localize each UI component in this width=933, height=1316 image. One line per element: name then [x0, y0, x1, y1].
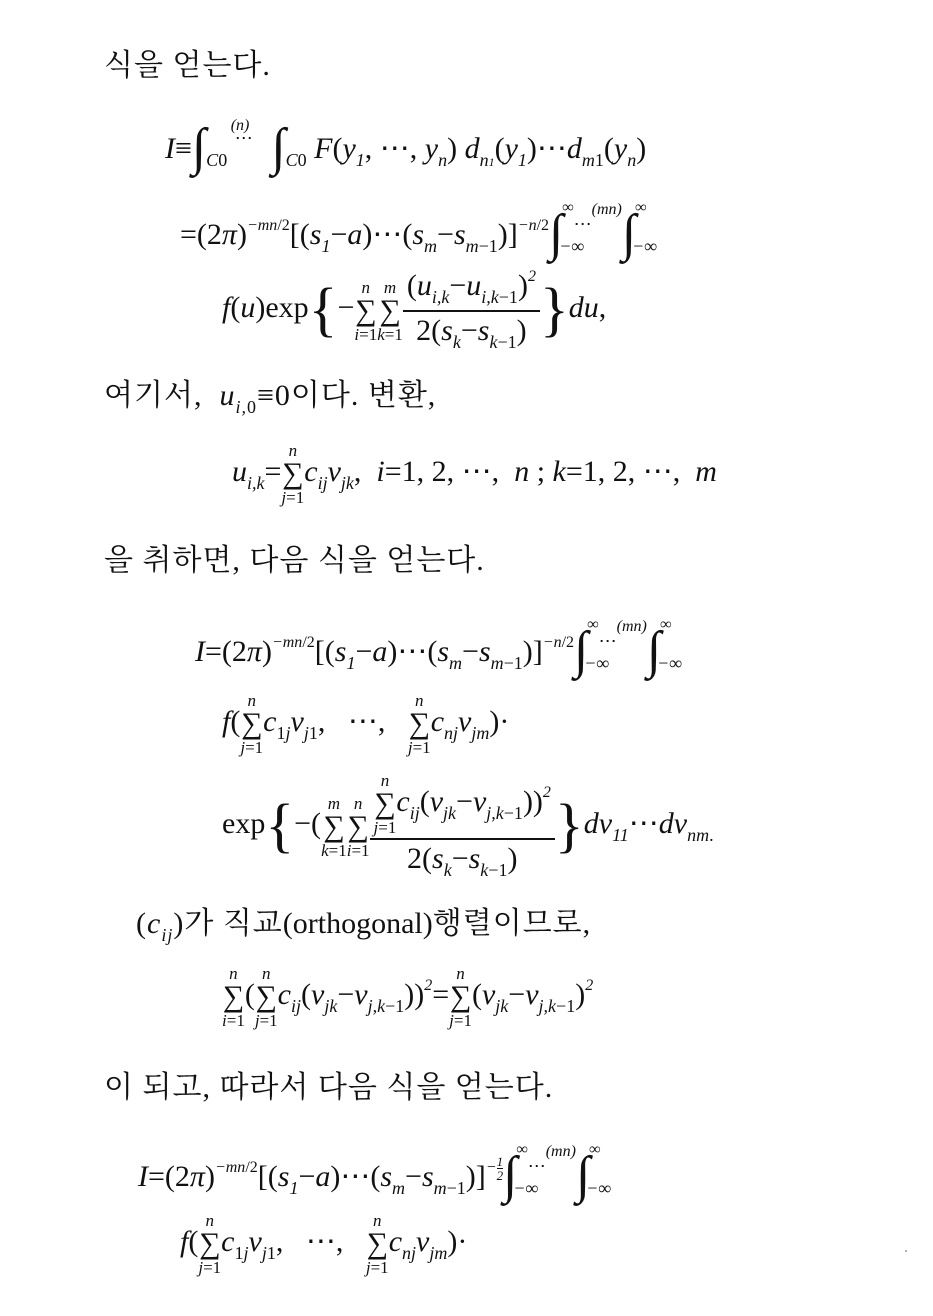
scan-speck — [905, 1250, 907, 1252]
prose-line-4 — [136, 898, 591, 946]
prose-line-1: 식을 얻는다. — [104, 49, 271, 82]
eq5-line2-render: f( n ∑ j=1 $c_{1j}v_{j1}$, ⋯, n ∑ j=1 $c_{nj}v_{jm})\cdot$ — [180, 1211, 468, 1277]
equation-4 — [222, 965, 593, 1029]
equation-3-line-1 — [195, 615, 683, 679]
prose-line-4-text-c: 행렬이므로, — [432, 907, 592, 940]
cij-matrix: $(c_{ij})$ — [136, 907, 185, 945]
prose-line-4-text-a: 가 직교 — [184, 907, 283, 940]
equation-5-line-1 — [138, 1140, 612, 1204]
u-i0-def: $u_{i,0}\equiv 0$ — [210, 379, 291, 417]
eq1-line1-render: $I\equiv\int_{C0}$ $^{\cdots(n)}$ $\int_{C0}$ $F(y_1$, ⋯, $y_n$) $d_{n1}(y_1)\cdots d_{m1}(y_n)$ — [165, 117, 647, 176]
prose-line-2-text: 여기서, — [104, 379, 203, 412]
equation-1-line-1 — [165, 112, 647, 176]
equation-3-line-3 — [222, 772, 714, 881]
eq3-line2-render: f( n ∑ j=1 $c_{1j}v_{j1}$, ⋯, n ∑ j=1 $c_{nj}v_{jm})\cdot$ — [222, 691, 510, 757]
eq3-line3-render: exp{−( m ∑ k=1 n ∑ i=1 n ∑ j=1 $c_{ij}(v_{jk}-v_{j,k-1}))^2$ $2(s_k-s_{k-1})$ }$dv_{11}\cdots dv_{nm.}$ — [222, 771, 714, 880]
prose-line-4-orthogonal: (orthogonal) — [282, 907, 433, 940]
prose-line-2-text-b: 이다. 변환, — [290, 379, 437, 412]
prose-line-2 — [104, 370, 436, 418]
equation-1-line-3 — [222, 268, 606, 353]
eq1-line3-render: f(u)exp{− n ∑ i=1 m ∑ k=1 $\frac{(u_{i,k}-u_{i,k-1})^2}{2(s_k-s_{k-1})}$ }du, — [222, 268, 607, 352]
prose-line-3: 을 취하면, 다음 식을 얻는다. — [104, 544, 485, 577]
equation-2 — [232, 442, 717, 506]
prose-line-5: 이 되고, 따라서 다음 식을 얻는다. — [104, 1071, 554, 1104]
equation-3-line-2 — [222, 692, 509, 756]
eq1-line2-render: $=(2\pi)^{-mn/2}[(s_1-a)\cdots(s_m-s_{m-1})]^{-n/2}\int_{-\infty}^{\infty\cdots(mn)}\int_{-\infty}^\infty$ — [180, 199, 658, 262]
eq5-line1-render: $I=(2\pi)^{-mn/2}[(s_1-a)\cdots(s_m-s_{m-1})]^{- \frac{1}{2}}$ $\int_{-\infty}^{\infty\cdots(mn)}\int_{-\infty}^\infty$ — [138, 1141, 612, 1204]
eq4-render: n ∑ i=1 ( n ∑ j=1 $c_{ij}(v_{jk}-v_{j,k-1}))^2=$ n ∑ j=1 $(v_{jk}-v_{j,k-1})^2$ — [222, 964, 594, 1030]
eq3-line1-render: $I=(2\pi)^{-mn/2}[(s_1-a)\cdots(s_m-s_{m-1})]^{-n/2}\int_{-\infty}^{\infty\cdots(mn)}\int_{-\infty}^\infty$ — [195, 616, 683, 679]
equation-1-line-2 — [180, 198, 658, 262]
equation-5-line-2 — [180, 1212, 467, 1276]
eq2-render: $u_{i,k}=$ n ∑ j=1 $c_{ij}v_{jk}$, i=1, 2, ⋯, n ; k=1, 2, ⋯, m — [232, 441, 717, 507]
